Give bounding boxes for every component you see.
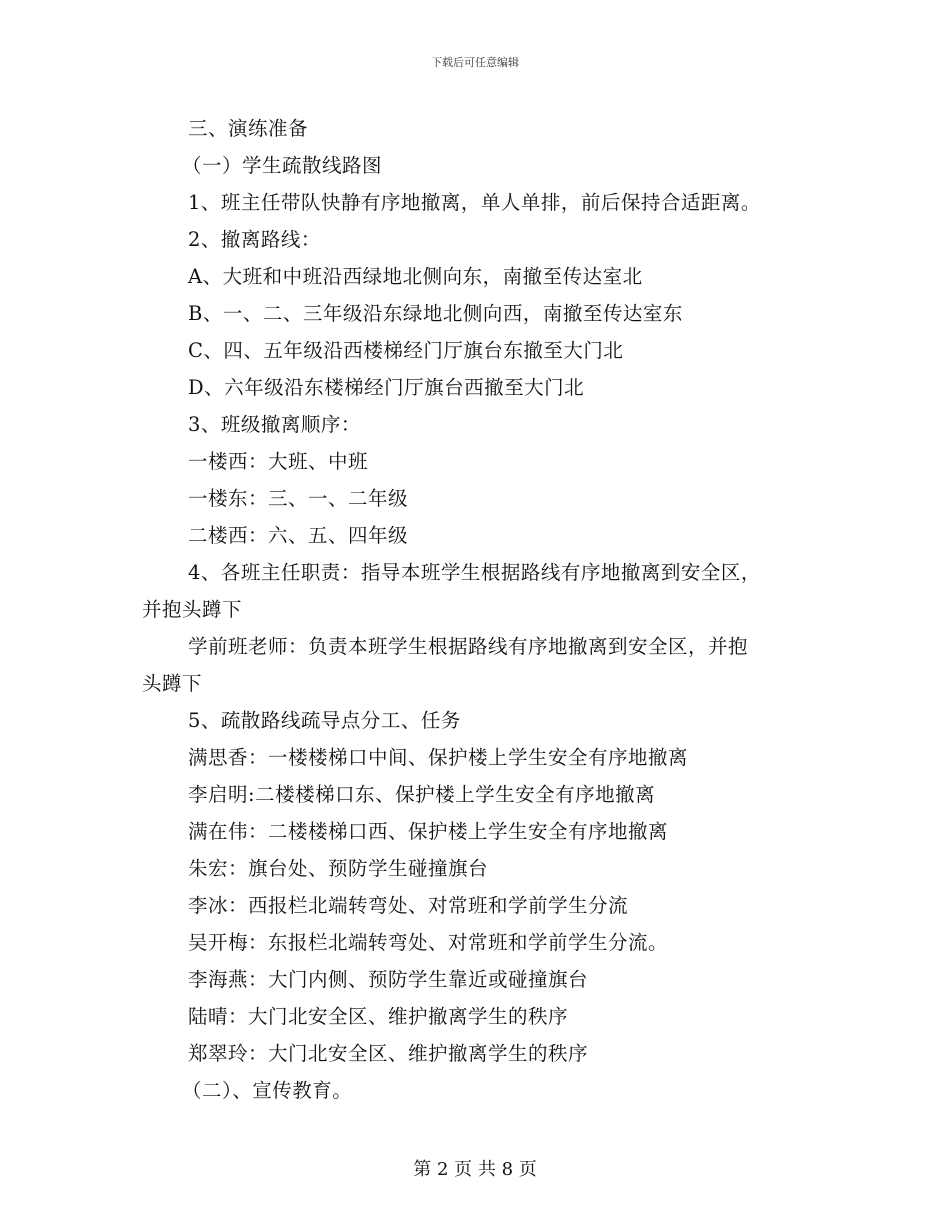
page-header-note: 下载后可任意编辑 xyxy=(431,56,519,69)
duty-1: 满思香：一楼楼梯口中间、保护楼上学生安全有序地撤离 xyxy=(188,746,689,769)
route-c: C、四、五年级沿西楼梯经门厅旗台东撤至大门北 xyxy=(188,339,624,362)
duty-4: 朱宏：旗台处、预防学生碰撞旗台 xyxy=(188,857,489,880)
order-1: 一楼西：大班、中班 xyxy=(188,450,369,473)
duty-6: 吴开梅：东报栏北端转弯处、对常班和学前学生分流。 xyxy=(188,931,669,954)
duty-9: 郑翠玲：大门北安全区、维护撤离学生的秩序 xyxy=(188,1042,589,1065)
document-body xyxy=(142,110,810,1109)
item-3: 3、班级撤离顺序： xyxy=(188,413,361,436)
duty-5: 李冰：西报栏北端转弯处、对常班和学前学生分流 xyxy=(188,894,629,917)
route-b: B、一、二、三年级沿东绿地北侧向西，南撤至传达室东 xyxy=(188,302,683,325)
subsection-title-1: （一）学生疏散线路图 xyxy=(182,154,383,177)
duty-8: 陆晴：大门北安全区、维护撤离学生的秩序 xyxy=(188,1005,569,1028)
item-4-line-1: 4、各班主任职责：指导本班学生根据路线有序地撤离到安全区， xyxy=(188,561,761,584)
preschool-line-1: 学前班老师：负责本班学生根据路线有序地撤离到安全区，并抱 xyxy=(188,635,749,658)
order-3: 二楼西：六、五、四年级 xyxy=(188,524,409,547)
route-d: D、六年级沿东楼梯经门厅旗台西撤至大门北 xyxy=(188,376,585,399)
page-number: 第 2 页 共 8 页 xyxy=(413,1159,537,1180)
duty-2: 李启明:二楼楼梯口东、保护楼上学生安全有序地撤离 xyxy=(188,783,656,806)
item-4-line-2: 并抱头蹲下 xyxy=(142,598,243,621)
order-2: 一楼东：三、一、二年级 xyxy=(188,487,409,510)
section-title: 三、演练准备 xyxy=(188,117,309,140)
item-2: 2、撤离路线： xyxy=(188,228,321,251)
duty-7: 李海燕：大门内侧、预防学生靠近或碰撞旗台 xyxy=(188,968,589,991)
item-5: 5、疏散路线疏导点分工、任务 xyxy=(188,709,461,732)
preschool-line-2: 头蹲下 xyxy=(142,672,203,695)
item-1: 1、班主任带队快静有序地撤离，单人单排，前后保持合适距离。 xyxy=(188,191,761,214)
route-a: A、大班和中班沿西绿地北侧向东，南撤至传达室北 xyxy=(188,265,643,288)
subsection-title-2: （二）、宣传教育。 xyxy=(182,1079,353,1102)
duty-3: 满在伟：二楼楼梯口西、保护楼上学生安全有序地撤离 xyxy=(188,820,669,843)
